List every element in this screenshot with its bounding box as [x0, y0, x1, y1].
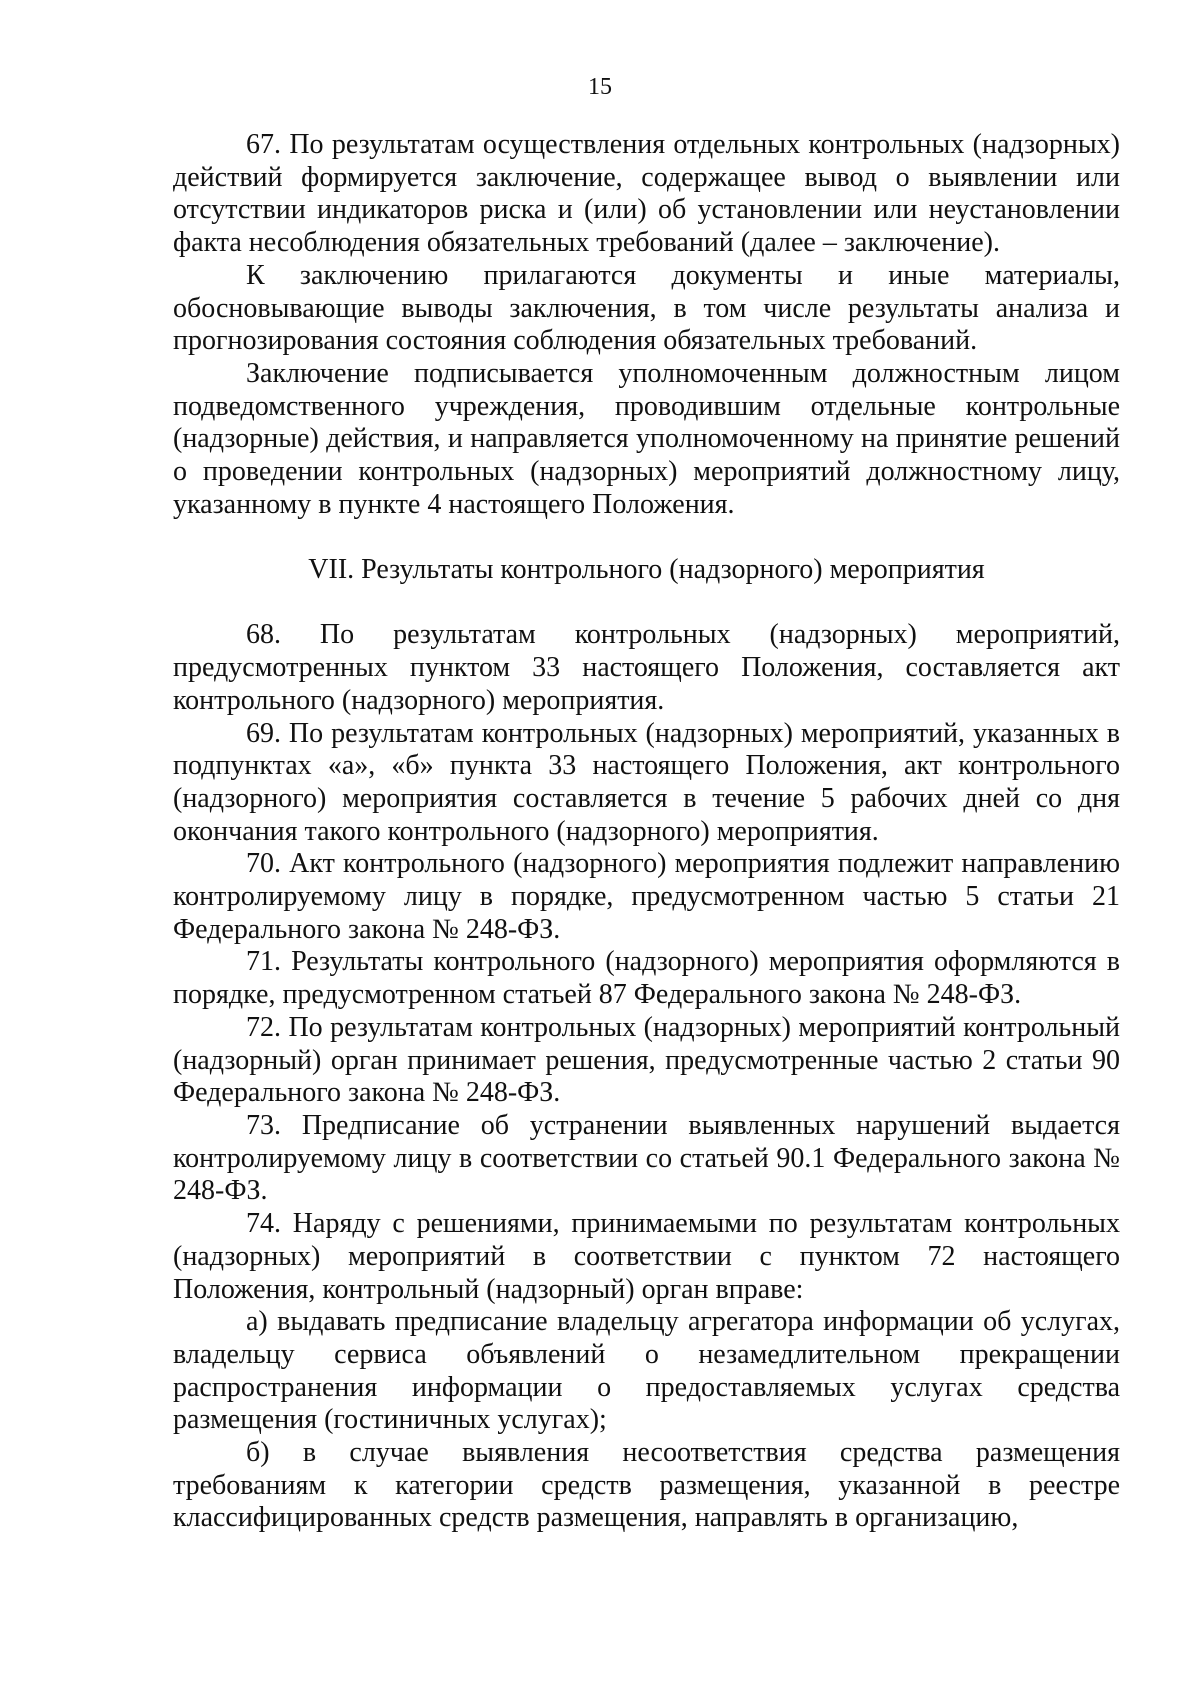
- paragraph-71: 71. Результаты контрольного (надзорного) мероприятия оформляются в порядке, предусмотренном статьей 87 Федерального закона № 248-ФЗ.: [173, 946, 1120, 1011]
- paragraph-69: 69. По результатам контрольных (надзорных) мероприятий, указанных в подпунктах «а», «б» пункта 33 настоящего Положения, акт контрольного (надзорного) мероприятия составляется в течение 5 рабочих дней со дня окончания такого контрольного (надзорного) мероприятия.: [173, 717, 1120, 847]
- paragraph-74-item-b: б) в случае выявления несоответствия средства размещения требованиям к категории средств размещения, указанной в реестре классифицированных средств размещения, направлять в организацию,: [173, 1437, 1120, 1534]
- paragraph-67-signing: Заключение подписывается уполномоченным должностным лицом подведомственного учреждения, проводившим отдельные контрольные (надзорные) действия, и направляется уполномоченному на принятие решений о проведении контрольных (надзорных) мероприятий должностному лицу, указанному в пункте 4 настоящего Положения.: [173, 357, 1120, 520]
- paragraph-74-item-a: а) выдавать предписание владельцу агрегатора информации об услугах, владельцу сервиса объявлений о незамедлительном прекращении распространения информации о предоставляемых услугах средства размещения (гостиничных услугах);: [173, 1306, 1120, 1436]
- paragraph-68: 68. По результатам контрольных (надзорных) мероприятий, предусмотренных пунктом 33 настоящего Положения, составляется акт контрольного (надзорного) мероприятия.: [173, 619, 1120, 716]
- document-body: [173, 129, 1120, 1535]
- paragraph-74: 74. Наряду с решениями, принимаемыми по результатам контрольных (надзорных) мероприятий в соответствии с пунктом 72 настоящего Положения, контрольный (надзорный) орган вправе:: [173, 1208, 1120, 1305]
- paragraph-67-attachments: К заключению прилагаются документы и иные материалы, обосновывающие выводы заключения, в том числе результаты анализа и прогнозирования состояния соблюдения обязательных требований.: [173, 259, 1120, 357]
- paragraph-67: 67. По результатам осуществления отдельных контрольных (надзорных) действий формируется заключение, содержащее вывод о выявлении или отсутствии индикаторов риска и (или) об установлении или неустановлении факта несоблюдения обязательных требований (далее – заключение).: [173, 129, 1120, 259]
- section-heading: VII. Результаты контрольного (надзорного) мероприятия: [308, 554, 985, 586]
- page-number: 15: [588, 74, 612, 100]
- paragraph-70: 70. Акт контрольного (надзорного) мероприятия подлежит направлению контролируемому лицу в порядке, предусмотренном частью 5 статьи 21 Федерального закона № 248-ФЗ.: [173, 848, 1120, 945]
- paragraph-73: 73. Предписание об устранении выявленных нарушений выдается контролируемому лицу в соответствии со статьей 90.1 Федерального закона № 248-ФЗ.: [173, 1109, 1120, 1207]
- paragraph-72: 72. По результатам контрольных (надзорных) мероприятий контрольный (надзорный) орган принимает решения, предусмотренные частью 2 статьи 90 Федерального закона № 248-ФЗ.: [173, 1011, 1120, 1109]
